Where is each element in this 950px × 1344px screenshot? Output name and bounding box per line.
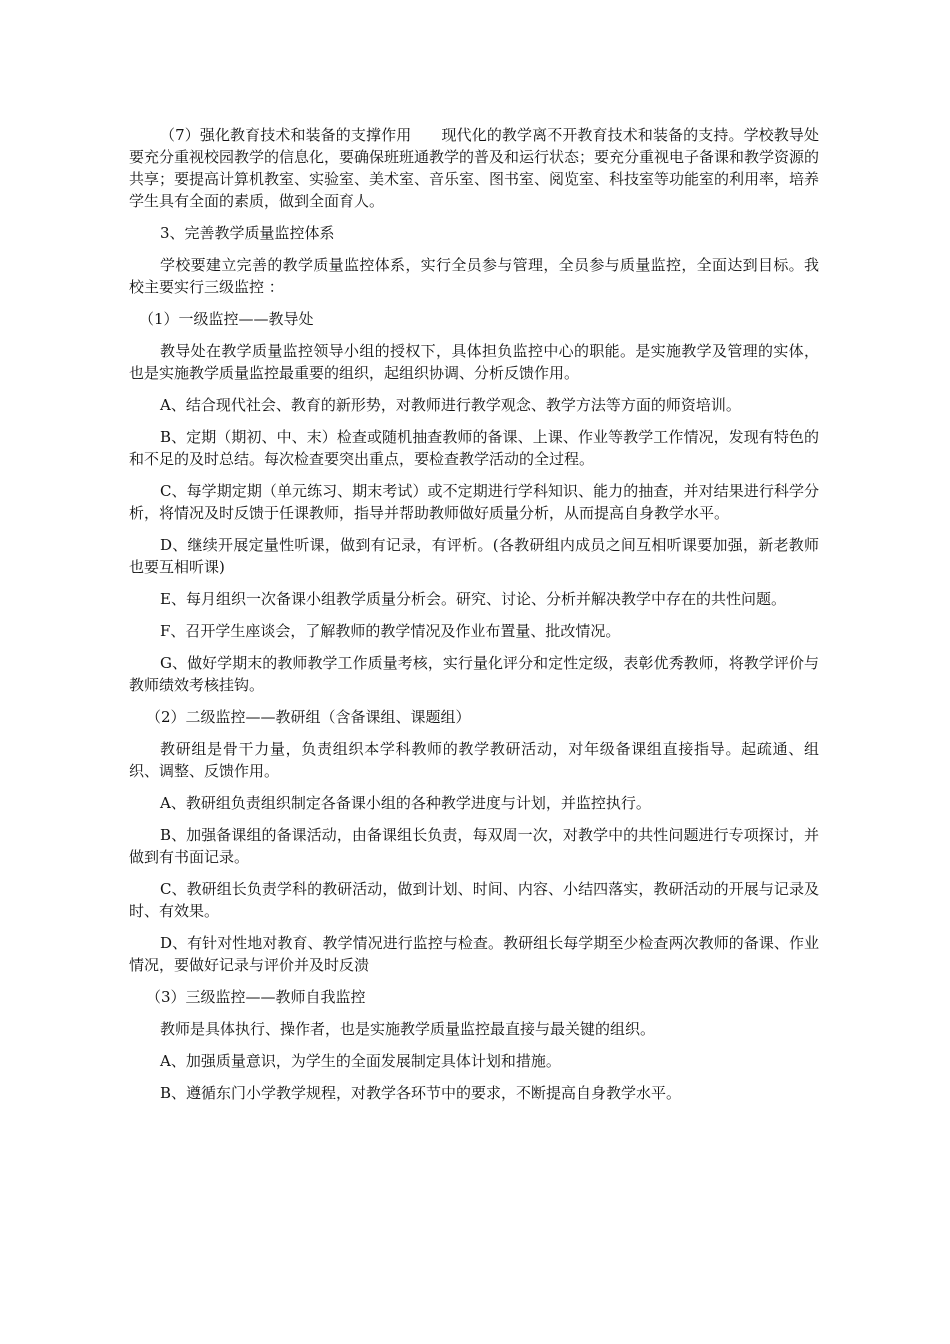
subsection-heading: （2）二级监控——教研组（含备课组、课题组） — [146, 708, 471, 726]
subsection-heading: （1）一级监控——教导处 — [139, 310, 314, 328]
paragraph: （7）强化教育技术和装备的支撑作用 现代化的教学离不开教育技术和装备的支持。学校教导处要充分重视校园教学的信息化，要确保班班通教学的普及和运行状态；要充分重视电子备课和教学资源的共享；要提高计算机教室、实验室、美术室、音乐室、图书室、阅览室、科技室等功能室的利用率，培养学生具有全面的素质，做到全面育人。 — [129, 126, 820, 210]
section-heading: 3、完善教学质量监控体系 — [160, 224, 335, 242]
list-item: B、遵循东门小学教学规程，对教学各环节中的要求，不断提高自身教学水平。 — [160, 1084, 682, 1102]
paragraph: 教师是具体执行、操作者，也是实施教学质量监控最直接与最关键的组织。 — [160, 1020, 656, 1038]
document-body — [129, 124, 819, 1114]
paragraph: 学校要建立完善的教学质量监控体系，实行全员参与管理，全员参与质量监控，全面达到目标。我校主要实行三级监控 ： — [129, 256, 819, 296]
list-item: A、教研组负责组织制定各备课小组的各种教学进度与计划，并监控执行。 — [160, 794, 651, 812]
list-item: B、定期（期初、中、末）检查或随机抽查教师的备课、上课、作业等教学工作情况，发现有特色的和不足的及时总结。每次检查要突出重点，要检查教学活动的全过程。 — [129, 428, 819, 468]
list-item: C、每学期定期（单元练习、期末考试）或不定期进行学科知识、能力的抽查，并对结果进行科学分析，将情况及时反馈于任课教师，指导并帮助教师做好质量分析，从而提高自身教学水平。 — [129, 482, 819, 522]
list-item: E、每月组织一次备课小组教学质量分析会。研究、讨论、分析并解决教学中存在的共性问题。 — [160, 590, 786, 608]
list-item: F、召开学生座谈会，了解教师的教学情况及作业布置量、批改情况。 — [160, 622, 621, 640]
list-item: D、继续开展定量性听课，做到有记录，有评析。(各教研组内成员之间互相听课要加强，新老教师也要互相听课) — [129, 536, 819, 576]
paragraph: 教研组是骨干力量，负责组织本学科教师的教学教研活动，对年级备课组直接指导。起疏通、组织、调整、反馈作用。 — [129, 740, 819, 780]
subsection-heading: （3）三级监控——教师自我监控 — [146, 988, 366, 1006]
list-item: A、加强质量意识，为学生的全面发展制定具体计划和措施。 — [160, 1052, 561, 1070]
list-item: G、做好学期末的教师教学工作质量考核，实行量化评分和定性定级，表彰优秀教师，将教学评价与教师绩效考核挂钩。 — [129, 654, 819, 694]
list-item: B、加强备课组的备课活动，由备课组长负责，每双周一次，对教学中的共性问题进行专项探讨，并做到有书面记录。 — [129, 826, 819, 866]
list-item: C、教研组长负责学科的教研活动，做到计划、时间、内容、小结四落实，教研活动的开展与记录及时、有效果。 — [129, 880, 819, 920]
list-item: A、结合现代社会、教育的新形势，对教师进行教学观念、教学方法等方面的师资培训。 — [160, 396, 741, 414]
paragraph: 教导处在教学质量监控领导小组的授权下，具体担负监控中心的职能。是实施教学及管理的实体，也是实施教学质量监控最重要的组织，起组织协调、分析反馈作用。 — [129, 342, 819, 382]
list-item: D、有针对性地对教育、教学情况进行监控与检查。教研组长每学期至少检查两次教师的备课、作业情况，要做好记录与评价并及时反溃 — [129, 934, 819, 974]
